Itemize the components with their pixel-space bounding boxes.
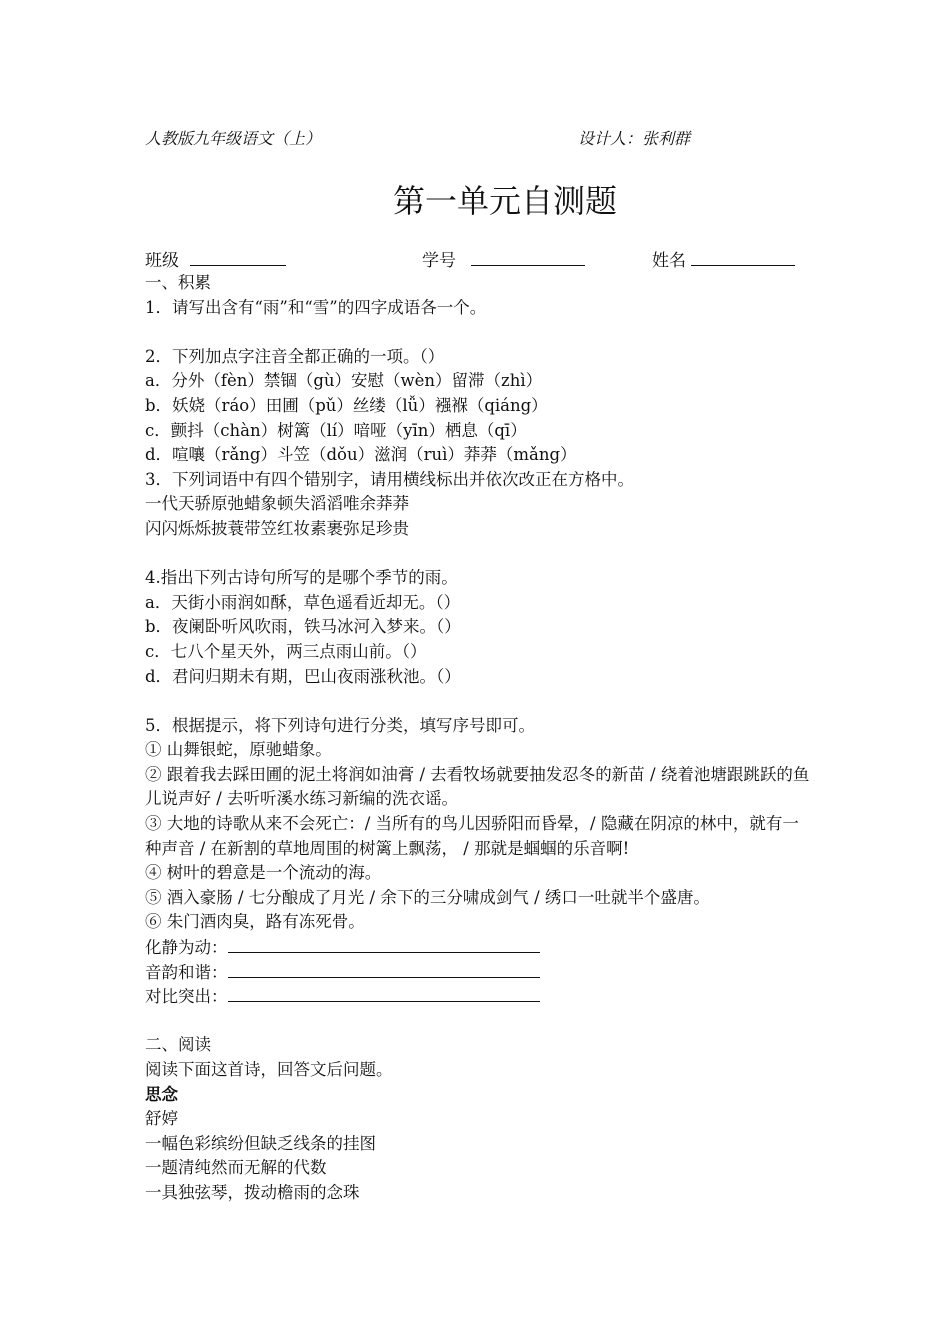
class-field xyxy=(145,246,286,271)
answer-label: 化静为动： xyxy=(145,938,228,958)
word-line: 闪闪烁烁披蓑带笠红妆素裹弥足珍贵 xyxy=(145,518,409,538)
exam-body xyxy=(145,271,815,1206)
answer-blank[interactable] xyxy=(228,935,540,953)
answer-label: 对比突出： xyxy=(145,987,228,1007)
answer-blank[interactable] xyxy=(228,960,540,978)
question-3: 3．下列词语中有四个错别字，请用横线标出并依次改正在方格中。 xyxy=(145,469,634,489)
number-label: 学号 xyxy=(422,251,456,271)
poem-item-2: ② 跟着我去踩田圃的泥土将润如油膏 / 去看牧场就要抽发忍冬的新苗 / 绕着池塘跟跳跃的鱼儿说声好 / 去听听溪水练习新编的洗衣谣。 xyxy=(145,764,810,809)
name-label: 姓名 xyxy=(652,251,686,271)
option-a: a．天街小雨润如酥，草色遥看近却无。（） xyxy=(145,592,461,612)
section-heading: 一、积累 xyxy=(145,273,211,292)
word-line: 一代天骄原弛蜡象顿失滔滔唯余莽莽 xyxy=(145,494,409,514)
poem-line: 一具独弦琴，拨动檐雨的念珠 xyxy=(145,1182,360,1202)
reading-intro: 阅读下面这首诗，回答文后问题。 xyxy=(145,1060,393,1079)
class-blank[interactable] xyxy=(190,247,286,266)
section-heading: 二、阅读 xyxy=(145,1035,211,1055)
poem-item-4: ④ 树叶的碧意是一个流动的海。 xyxy=(145,863,382,883)
question-1: 1．请写出含有“雨”和“雪”的四字成语各一个。 xyxy=(145,297,487,317)
question-2: 2．下列加点字注音全都正确的一项。（） xyxy=(145,346,445,366)
name-field xyxy=(652,246,795,271)
class-label: 班级 xyxy=(145,251,179,271)
option-d: d．喧嚷（rǎng）斗笠（dǒu）滋润（ruì）莽莽（mǎng） xyxy=(145,445,577,465)
header-course: 人教版九年级语文（上） xyxy=(145,129,322,148)
number-field xyxy=(422,246,585,271)
option-d: d．君问归期未有期，巴山夜雨涨秋池。（） xyxy=(145,666,461,686)
option-c: c．颤抖（chàn）树篱（lí）喑哑（yīn）栖息（qī） xyxy=(145,420,527,440)
answer-label: 音韵和谐： xyxy=(145,962,228,982)
header-designer: 设计人：张利群 xyxy=(578,129,691,148)
page-title: 第一单元自测题 xyxy=(392,182,617,220)
answer-row-rhyme xyxy=(145,960,815,985)
poem-item-5: ⑤ 酒入豪肠 / 七分酿成了月光 / 余下的三分啸成剑气 / 绣口一吐就半个盛唐。 xyxy=(145,887,710,907)
option-b: b．妖娆（ráo）田圃（pǔ）丝缕（lǚ）襁褓（qiáng） xyxy=(145,395,548,415)
option-c: c．七八个星天外，两三点雨山前。（） xyxy=(145,641,427,661)
poem-title: 思念 xyxy=(145,1084,178,1104)
name-blank[interactable] xyxy=(691,247,795,266)
poem-author: 舒婷 xyxy=(145,1109,178,1129)
option-a: a．分外（fèn）禁锢（gù）安慰（wèn）留滞（zhì） xyxy=(145,371,543,391)
poem-item-3: ③ 大地的诗歌从来不会死亡：/ 当所有的鸟儿因骄阳而昏晕，/ 隐藏在阴凉的林中，就有一种声音 / 在新割的草地周围的树篱上飘荡， / 那就是蝈蝈的乐音啊! xyxy=(145,814,799,858)
answer-blank[interactable] xyxy=(228,984,540,1002)
number-blank[interactable] xyxy=(471,247,585,266)
poem-item-6: ⑥ 朱门酒肉臭，路有冻死骨。 xyxy=(145,912,365,932)
question-4: 4.指出下列古诗句所写的是哪个季节的雨。 xyxy=(145,568,458,588)
poem-item-1: ① 山舞银蛇，原驰蜡象。 xyxy=(145,740,332,760)
question-5: 5．根据提示，将下列诗句进行分类，填写序号即可。 xyxy=(145,715,535,735)
student-info-row xyxy=(145,246,825,272)
poem-line: 一幅色彩缤纷但缺乏线条的挂图 xyxy=(145,1133,376,1153)
answer-row-dynamic xyxy=(145,935,815,960)
answer-row-contrast xyxy=(145,984,815,1009)
poem-line: 一题清纯然而无解的代数 xyxy=(145,1158,327,1178)
option-b: b．夜阑卧听风吹雨，铁马冰河入梦来。（） xyxy=(145,617,461,637)
